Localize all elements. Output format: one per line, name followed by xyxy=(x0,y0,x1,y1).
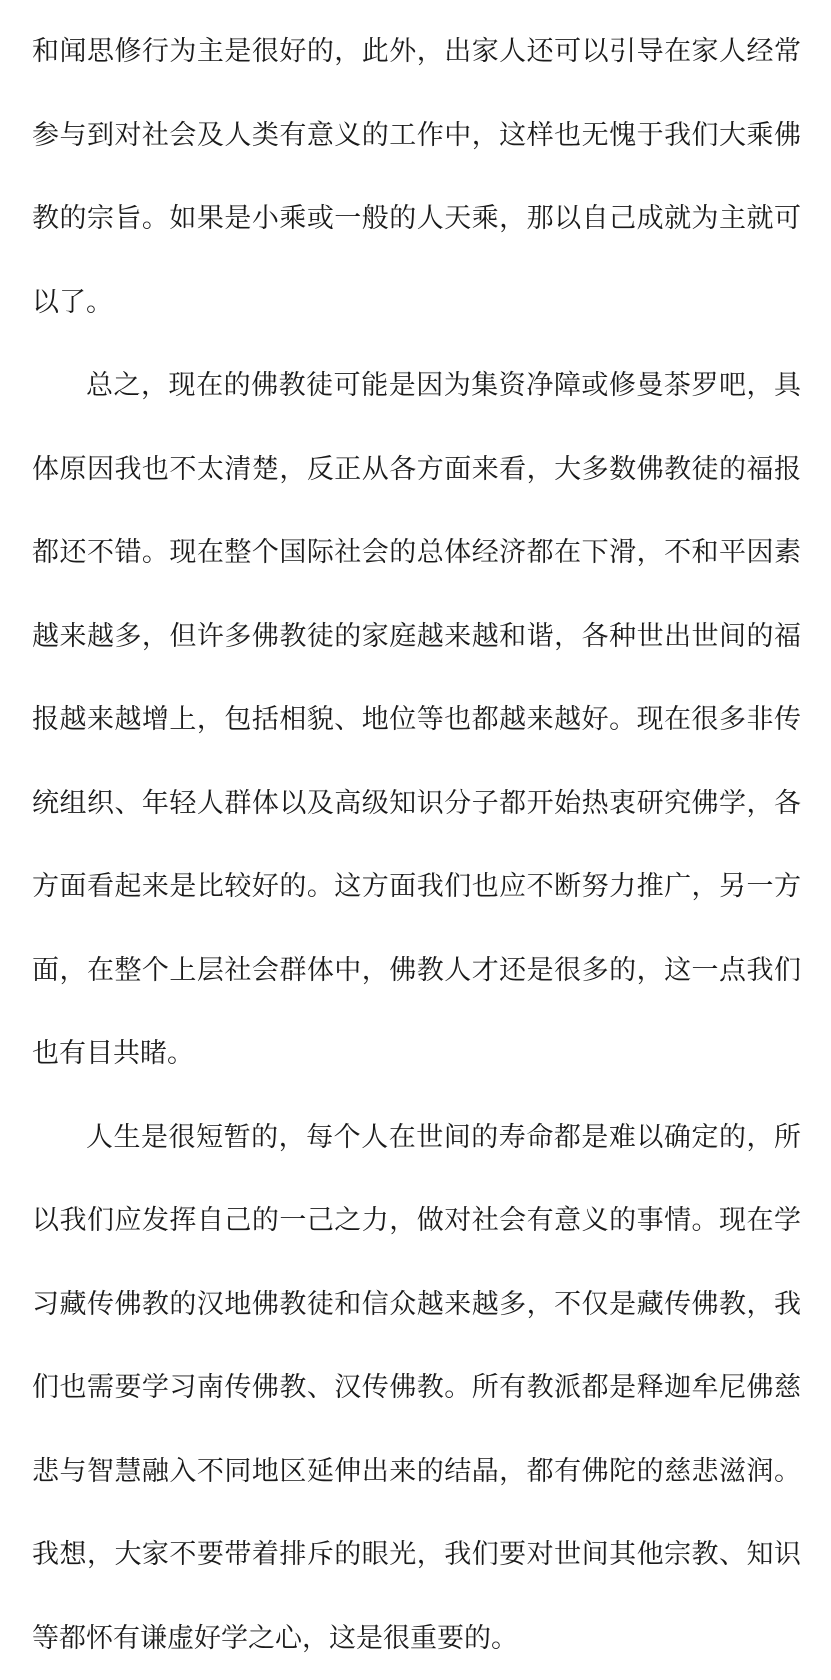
paragraph-3 xyxy=(32,1096,801,1680)
text-line: 方面看起来是比较好的。这方面我们也应不断努力推广，另一方 xyxy=(32,845,801,929)
text-line: 和闻思修行为主是很好的，此外，出家人还可以引导在家人经常 xyxy=(32,10,801,94)
text-line: 面，在整个上层社会群体中，佛教人才还是很多的，这一点我们 xyxy=(32,929,801,1013)
text-line: 等都怀有谦虚好学之心，这是很重要的。 xyxy=(32,1597,801,1680)
text-line: 体原因我也不太清楚，反正从各方面来看，大多数佛教徒的福报 xyxy=(32,428,801,512)
text-line: 总之，现在的佛教徒可能是因为集资净障或修曼茶罗吧，具 xyxy=(32,344,801,428)
text-line: 以我们应发挥自己的一己之力，做对社会有意义的事情。现在学 xyxy=(32,1179,801,1263)
text-line: 都还不错。现在整个国际社会的总体经济都在下滑，不和平因素 xyxy=(32,511,801,595)
text-line: 也有目共睹。 xyxy=(32,1012,801,1096)
paragraph-1 xyxy=(32,10,801,344)
text-line: 教的宗旨。如果是小乘或一般的人天乘，那以自己成就为主就可 xyxy=(32,177,801,261)
text-line: 以了。 xyxy=(32,261,801,345)
text-line: 报越来越增上，包括相貌、地位等也都越来越好。现在很多非传 xyxy=(32,678,801,762)
text-line: 习藏传佛教的汉地佛教徒和信众越来越多，不仅是藏传佛教，我 xyxy=(32,1263,801,1347)
text-line: 越来越多，但许多佛教徒的家庭越来越和谐，各种世出世间的福 xyxy=(32,595,801,679)
document-page xyxy=(0,10,831,1672)
paragraph-2 xyxy=(32,344,801,1096)
text-line: 人生是很短暂的，每个人在世间的寿命都是难以确定的，所 xyxy=(32,1096,801,1180)
text-line: 悲与智慧融入不同地区延伸出来的结晶，都有佛陀的慈悲滋润。 xyxy=(32,1430,801,1514)
text-line: 我想，大家不要带着排斥的眼光，我们要对世间其他宗教、知识 xyxy=(32,1513,801,1597)
text-line: 统组织、年轻人群体以及高级知识分子都开始热衷研究佛学，各 xyxy=(32,762,801,846)
text-line: 参与到对社会及人类有意义的工作中，这样也无愧于我们大乘佛 xyxy=(32,94,801,178)
text-line: 们也需要学习南传佛教、汉传佛教。所有教派都是释迦牟尼佛慈 xyxy=(32,1346,801,1430)
